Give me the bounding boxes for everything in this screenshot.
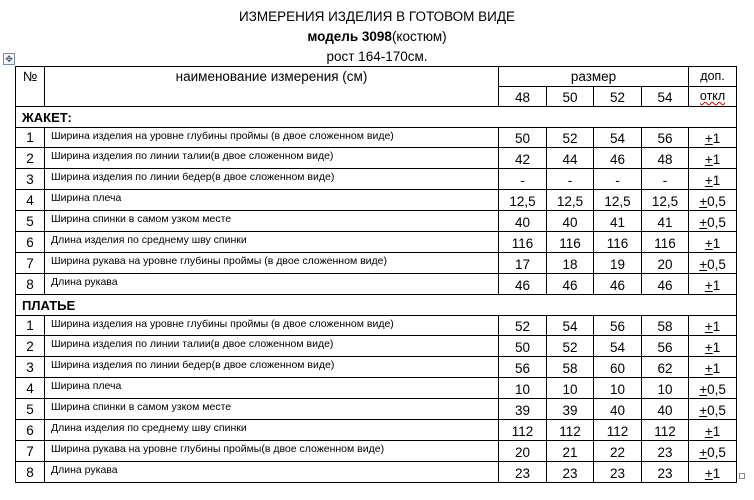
- tolerance-sign: +: [704, 340, 713, 355]
- row-number: 6: [16, 420, 45, 441]
- row-number: 2: [16, 336, 45, 357]
- tolerance-cell: [689, 211, 737, 232]
- row-number: 2: [16, 148, 45, 169]
- size-value: 10: [499, 378, 547, 399]
- tolerance-sign: +: [704, 152, 713, 167]
- table-row: [16, 253, 737, 274]
- size-value: 12,5: [594, 190, 642, 211]
- size-value: 23: [499, 462, 547, 483]
- size-value: 10: [642, 378, 689, 399]
- tolerance-cell: [689, 253, 737, 274]
- size-value: 116: [594, 232, 642, 253]
- tolerance-value: 0,5: [707, 382, 726, 397]
- tolerance-value: 0,5: [707, 445, 726, 460]
- row-number: 1: [16, 128, 45, 148]
- tolerance-sign: +: [699, 403, 708, 418]
- col-size-header: размер: [499, 67, 689, 87]
- tolerance-cell: [689, 462, 737, 483]
- tolerance-cell: [689, 274, 737, 295]
- size-value: 22: [594, 441, 642, 462]
- size-value: 12,5: [547, 190, 594, 211]
- row-number: 4: [16, 378, 45, 399]
- measurement-name: Ширина изделия на уровне глубины проймы (в двое сложенном виде): [45, 316, 499, 336]
- size-value: 112: [642, 420, 689, 441]
- section-row: [16, 107, 737, 128]
- size-value: 46: [499, 274, 547, 295]
- tolerance-sign: +: [704, 236, 713, 251]
- size-value: 39: [547, 399, 594, 420]
- size-value: 23: [642, 441, 689, 462]
- size-value: 112: [547, 420, 594, 441]
- tolerance-cell: [689, 316, 737, 336]
- tolerance-cell: [689, 378, 737, 399]
- measurements-table: [15, 66, 737, 483]
- size-value: 39: [499, 399, 547, 420]
- size-value: 48: [642, 148, 689, 169]
- table-row: [16, 232, 737, 253]
- tolerance-cell: [689, 441, 737, 462]
- size-value: 42: [499, 148, 547, 169]
- size-value: 18: [547, 253, 594, 274]
- tolerance-sign: +: [699, 257, 708, 272]
- measurement-name: Ширина изделия на уровне глубины проймы (в двое сложенном виде): [45, 128, 499, 148]
- table-row: [16, 211, 737, 232]
- tolerance-sign: +: [704, 131, 713, 146]
- measurement-name: Ширина изделия по линии бедер(в двое сложенном виде): [45, 357, 499, 378]
- tolerance-cell: [689, 232, 737, 253]
- table-row: [16, 148, 737, 169]
- table-row: [16, 128, 737, 148]
- tolerance-cell: [689, 148, 737, 169]
- measurement-name: Ширина изделия по линии талии(в двое сложенном виде): [45, 148, 499, 169]
- measurement-name: Ширина плеча: [45, 378, 499, 399]
- measurement-name: Длина изделия по среднему шву спинки: [45, 420, 499, 441]
- tolerance-sign: +: [704, 466, 713, 481]
- size-50-header: 50: [547, 87, 594, 107]
- measurement-name: Длина изделия по среднему шву спинки: [45, 232, 499, 253]
- measurement-name: Длина рукава: [45, 462, 499, 483]
- tolerance-value: 0,5: [707, 194, 726, 209]
- tolerance-value: 1: [712, 173, 721, 188]
- measurement-name: Ширина спинки в самом узком месте: [45, 399, 499, 420]
- size-value: 20: [499, 441, 547, 462]
- size-value: 17: [499, 253, 547, 274]
- tolerance-sign: +: [704, 173, 713, 188]
- tolerance-value: 1: [712, 278, 721, 293]
- size-value: 40: [499, 211, 547, 232]
- size-value: 46: [547, 274, 594, 295]
- size-value: 56: [499, 357, 547, 378]
- tolerance-value: 1: [712, 361, 721, 376]
- measurement-name: Ширина изделия по линии бедер(в двое сложенном виде): [45, 169, 499, 190]
- size-value: 46: [642, 274, 689, 295]
- size-value: 58: [642, 316, 689, 336]
- size-value: 50: [499, 128, 547, 148]
- size-value: 112: [594, 420, 642, 441]
- row-number: 1: [16, 316, 45, 336]
- measurement-name: Ширина спинки в самом узком месте: [45, 211, 499, 232]
- size-value: 112: [499, 420, 547, 441]
- size-value: 54: [594, 336, 642, 357]
- tolerance-value: 0,5: [707, 403, 726, 418]
- model-line: [0, 29, 754, 44]
- row-number: 7: [16, 253, 45, 274]
- size-value: 12,5: [642, 190, 689, 211]
- tolerance-cell: [689, 169, 737, 190]
- size-value: 46: [594, 148, 642, 169]
- size-value: 56: [642, 336, 689, 357]
- size-54-header: 54: [642, 87, 689, 107]
- tolerance-sign: +: [704, 319, 713, 334]
- tolerance-sign: +: [699, 445, 708, 460]
- size-value: 116: [642, 232, 689, 253]
- size-value: 52: [547, 128, 594, 148]
- measurement-name: Ширина изделия по линии талии(в двое сложенном виде): [45, 336, 499, 357]
- size-value: 19: [594, 253, 642, 274]
- size-value: 116: [547, 232, 594, 253]
- header-row: [16, 67, 737, 87]
- table-row: [16, 441, 737, 462]
- size-value: 56: [594, 316, 642, 336]
- section-title: ЖАКЕТ:: [16, 107, 737, 128]
- table-row: [16, 420, 737, 441]
- size-value: -: [594, 169, 642, 190]
- size-value: -: [642, 169, 689, 190]
- size-value: 54: [594, 128, 642, 148]
- size-value: 20: [642, 253, 689, 274]
- size-value: 41: [642, 211, 689, 232]
- table-row: [16, 378, 737, 399]
- measurement-name: Длина рукава: [45, 274, 499, 295]
- size-value: 46: [594, 274, 642, 295]
- table-row: [16, 462, 737, 483]
- size-value: 23: [642, 462, 689, 483]
- page-title: ИЗМЕРЕНИЯ ИЗДЕЛИЯ В ГОТОВОМ ВИДЕ: [239, 9, 515, 24]
- size-value: 116: [499, 232, 547, 253]
- row-number: 7: [16, 441, 45, 462]
- tolerance-cell: [689, 128, 737, 148]
- table-move-handle-icon[interactable]: ✥: [3, 53, 15, 65]
- tolerance-value: 1: [712, 466, 721, 481]
- tolerance-cell: [689, 190, 737, 211]
- height-line: рост 164-170см.: [326, 49, 428, 64]
- row-number: 5: [16, 211, 45, 232]
- table-row: [16, 399, 737, 420]
- model-label: модель 3098: [307, 29, 392, 44]
- section-row: [16, 295, 737, 316]
- size-value: 58: [547, 357, 594, 378]
- table-row: [16, 316, 737, 336]
- table-row: [16, 274, 737, 295]
- row-number: 4: [16, 190, 45, 211]
- col-no-header: №: [16, 67, 45, 107]
- size-value: 40: [642, 399, 689, 420]
- size-value: 41: [594, 211, 642, 232]
- size-value: 23: [594, 462, 642, 483]
- col-name-header: наименование измерения (см): [45, 67, 499, 107]
- col-tol-header-2: откл: [689, 87, 737, 107]
- tolerance-cell: [689, 357, 737, 378]
- table-row: [16, 169, 737, 190]
- tolerance-value: 0,5: [707, 257, 726, 272]
- tolerance-cell: [689, 420, 737, 441]
- size-value: 60: [594, 357, 642, 378]
- size-value: 62: [642, 357, 689, 378]
- size-value: 50: [499, 336, 547, 357]
- tolerance-cell: [689, 336, 737, 357]
- row-number: 5: [16, 399, 45, 420]
- tolerance-sign: +: [699, 382, 708, 397]
- size-value: 44: [547, 148, 594, 169]
- tolerance-sign: +: [704, 361, 713, 376]
- tolerance-cell: [689, 399, 737, 420]
- tolerance-value: 1: [712, 424, 721, 439]
- row-number: 8: [16, 274, 45, 295]
- tolerance-value: 1: [712, 340, 721, 355]
- model-suffix: (костюм): [391, 29, 447, 44]
- measurement-name: Ширина рукава на уровне глубины проймы(в двое сложенном виде): [45, 441, 499, 462]
- table-row: [16, 357, 737, 378]
- row-number: 3: [16, 357, 45, 378]
- tolerance-sign: +: [699, 194, 708, 209]
- row-number: 8: [16, 462, 45, 483]
- table-row: [16, 336, 737, 357]
- size-value: 52: [499, 316, 547, 336]
- size-value: -: [547, 169, 594, 190]
- size-48-header: 48: [499, 87, 547, 107]
- section-title: ПЛАТЬЕ: [16, 295, 737, 316]
- tolerance-value: 1: [712, 152, 721, 167]
- size-value: 10: [547, 378, 594, 399]
- size-value: 10: [594, 378, 642, 399]
- table-row: [16, 190, 737, 211]
- row-number: 6: [16, 232, 45, 253]
- size-value: 12,5: [499, 190, 547, 211]
- row-number: 3: [16, 169, 45, 190]
- tolerance-value: 0,5: [707, 215, 726, 230]
- size-value: 23: [547, 462, 594, 483]
- measurement-name: Ширина рукава на уровне глубины проймы (в двое сложенном виде): [45, 253, 499, 274]
- size-value: -: [499, 169, 547, 190]
- measurement-name: Ширина плеча: [45, 190, 499, 211]
- size-value: 54: [547, 316, 594, 336]
- tolerance-value: 1: [712, 131, 721, 146]
- tolerance-sign: +: [704, 424, 713, 439]
- tolerance-sign: +: [699, 215, 708, 230]
- size-value: 52: [547, 336, 594, 357]
- size-52-header: 52: [594, 87, 642, 107]
- size-value: 40: [594, 399, 642, 420]
- size-value: 56: [642, 128, 689, 148]
- col-tol-header-1: доп.: [689, 67, 737, 87]
- size-value: 40: [547, 211, 594, 232]
- table-resize-handle[interactable]: [739, 473, 745, 479]
- size-value: 21: [547, 441, 594, 462]
- tolerance-value: 1: [712, 319, 721, 334]
- tolerance-value: 1: [712, 236, 721, 251]
- tolerance-sign: +: [704, 278, 713, 293]
